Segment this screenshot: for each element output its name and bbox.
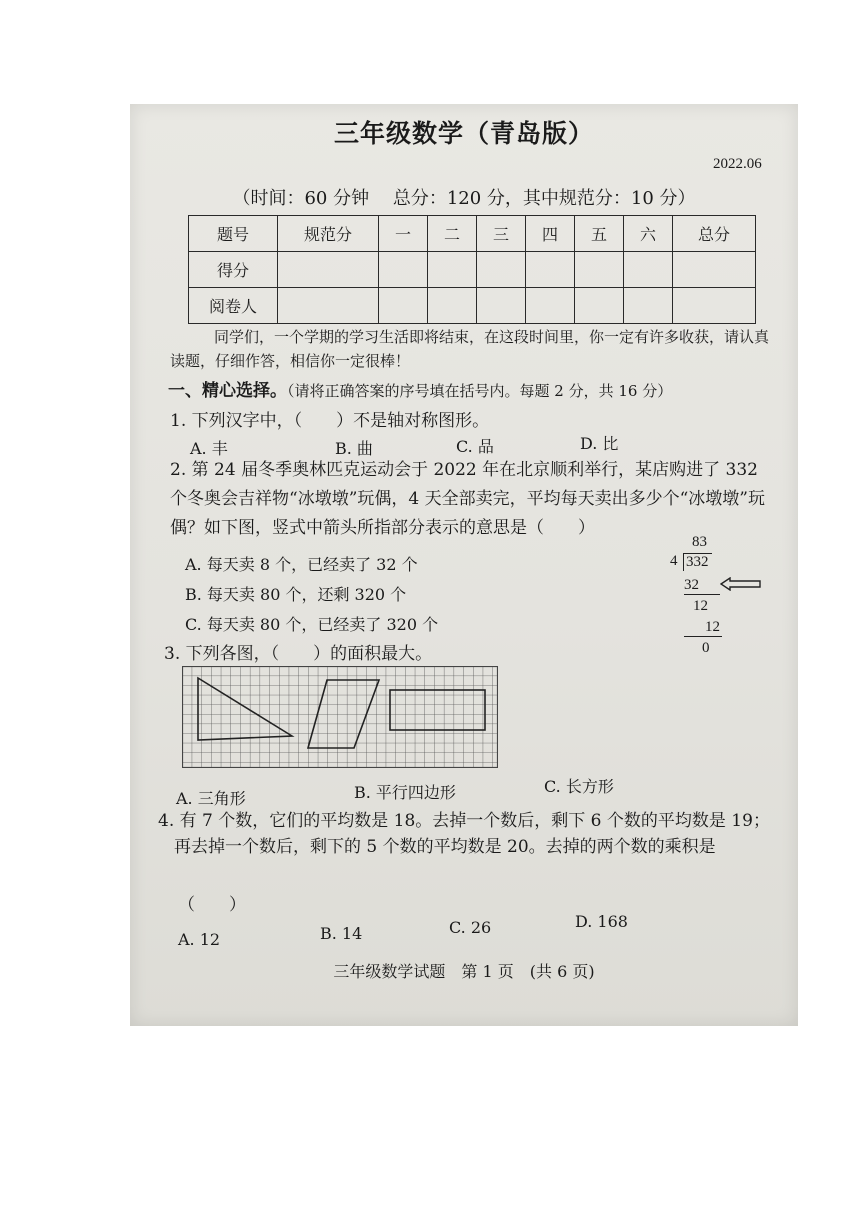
- grader-cell[interactable]: [278, 288, 379, 324]
- question-4-blank: （ ）: [178, 895, 246, 915]
- score-cell[interactable]: [278, 252, 379, 288]
- exam-page-photo: [130, 104, 798, 1026]
- grader-cell[interactable]: [673, 288, 756, 324]
- score-cell[interactable]: [575, 252, 624, 288]
- score-table-header-row: [189, 216, 756, 252]
- score-header-cell: 二: [428, 216, 477, 252]
- score-header-cell: 三: [477, 216, 526, 252]
- q1-option-b[interactable]: B. 曲: [335, 439, 373, 458]
- grader-cell[interactable]: [575, 288, 624, 324]
- question-4-line1: 4. 有 7 个数，它们的平均数是 18。去掉一个数后，剩下 6 个数的平均数是 19；: [158, 811, 770, 831]
- q2-option-b[interactable]: B. 每天卖 80 个，还剩 320 个: [185, 585, 407, 604]
- q2-option-c[interactable]: C. 每天卖 80 个，已经卖了 320 个: [185, 615, 439, 634]
- grid-background: [183, 667, 498, 768]
- score-header-cell: 一: [379, 216, 428, 252]
- grader-cell[interactable]: [379, 288, 428, 324]
- score-header-cell: 六: [624, 216, 673, 252]
- shape-grid-figure: [182, 666, 498, 772]
- score-header-cell: 五: [575, 216, 624, 252]
- exam-date: 2022.06: [713, 156, 762, 172]
- long-division: [670, 534, 770, 664]
- score-header-cell: 总分: [673, 216, 756, 252]
- score-table: [188, 215, 756, 324]
- score-header-cell: 规范分: [278, 216, 379, 252]
- intro-body: 同学们，一个学期的学习生活即将结束，在这段时间里，你一定有许多收获，请认真读题，仔细作答，相信你一定很棒！: [170, 328, 770, 370]
- score-cell[interactable]: [526, 252, 575, 288]
- grader-cell[interactable]: [428, 288, 477, 324]
- division-quotient: 83: [692, 534, 707, 550]
- division-step2: 12: [684, 618, 722, 637]
- q1-option-a[interactable]: A. 丰: [190, 439, 228, 458]
- score-row: [189, 252, 756, 288]
- q2-option-a[interactable]: A. 每天卖 8 个，已经卖了 32 个: [185, 555, 418, 574]
- section-title: 一、精心选择。: [168, 381, 287, 401]
- q4-option-d[interactable]: D. 168: [575, 912, 628, 931]
- question-2: 2. 第 24 届冬季奥林匹克运动会于 2022 年在北京顺利举行，某店购进了 332 个冬奥会吉祥物“冰墩墩”玩偶，4 天全部卖完，平均每天卖出多少个“冰墩墩”玩偶？如下图，竖式中箭头所指部分表示的意思是（ ）: [170, 460, 765, 538]
- score-row-label: 得分: [189, 252, 278, 288]
- division-dividend: 332: [683, 553, 712, 571]
- question-4-line2: 再去掉一个数后，剩下的 5 个数的平均数是 20。去掉的两个数的乘积是: [174, 837, 716, 857]
- grader-cell[interactable]: [526, 288, 575, 324]
- division-divisor: 4: [670, 553, 678, 569]
- score-cell[interactable]: [428, 252, 477, 288]
- question-3: 3. 下列各图，（ ）的面积最大。: [164, 644, 433, 664]
- grader-row: [189, 288, 756, 324]
- q4-option-a[interactable]: A. 12: [178, 930, 221, 949]
- grader-cell[interactable]: [624, 288, 673, 324]
- division-remainder2: 0: [702, 640, 710, 656]
- exam-time-info: （时间：60 分钟 总分：120 分，其中规范分：10 分）: [232, 188, 696, 209]
- q4-option-b[interactable]: B. 14: [320, 924, 363, 943]
- score-cell[interactable]: [624, 252, 673, 288]
- score-cell[interactable]: [379, 252, 428, 288]
- q1-option-d[interactable]: D. 比: [580, 434, 619, 453]
- grid-svg: [182, 666, 498, 768]
- division-remainder1: 12: [693, 598, 708, 614]
- q4-option-c[interactable]: C. 26: [449, 918, 492, 937]
- grader-cell[interactable]: [477, 288, 526, 324]
- score-cell[interactable]: [673, 252, 756, 288]
- section-note: （请将正确答案的序号填在括号内。每题 2 分，共 16 分）: [287, 382, 673, 400]
- intro-text: [170, 325, 770, 373]
- score-header-cell: 四: [526, 216, 575, 252]
- arrow-left-icon: [720, 577, 762, 591]
- score-cell[interactable]: [477, 252, 526, 288]
- q3-option-b[interactable]: B. 平行四边形: [354, 783, 456, 802]
- q1-option-c[interactable]: C. 品: [456, 437, 494, 456]
- section-heading: [168, 376, 672, 401]
- exam-title: 三年级数学（青岛版）: [333, 119, 594, 148]
- q3-option-c[interactable]: C. 长方形: [544, 777, 614, 796]
- q3-option-a[interactable]: A. 三角形: [176, 789, 246, 808]
- score-header-cell: 题号: [189, 216, 278, 252]
- division-step1: 32: [684, 576, 720, 595]
- question-1: 1. 下列汉字中，（ ）不是轴对称图形。: [170, 411, 490, 431]
- grader-row-label: 阅卷人: [189, 288, 278, 324]
- page-footer: 三年级数学试题 第 1 页 (共 6 页): [333, 962, 595, 981]
